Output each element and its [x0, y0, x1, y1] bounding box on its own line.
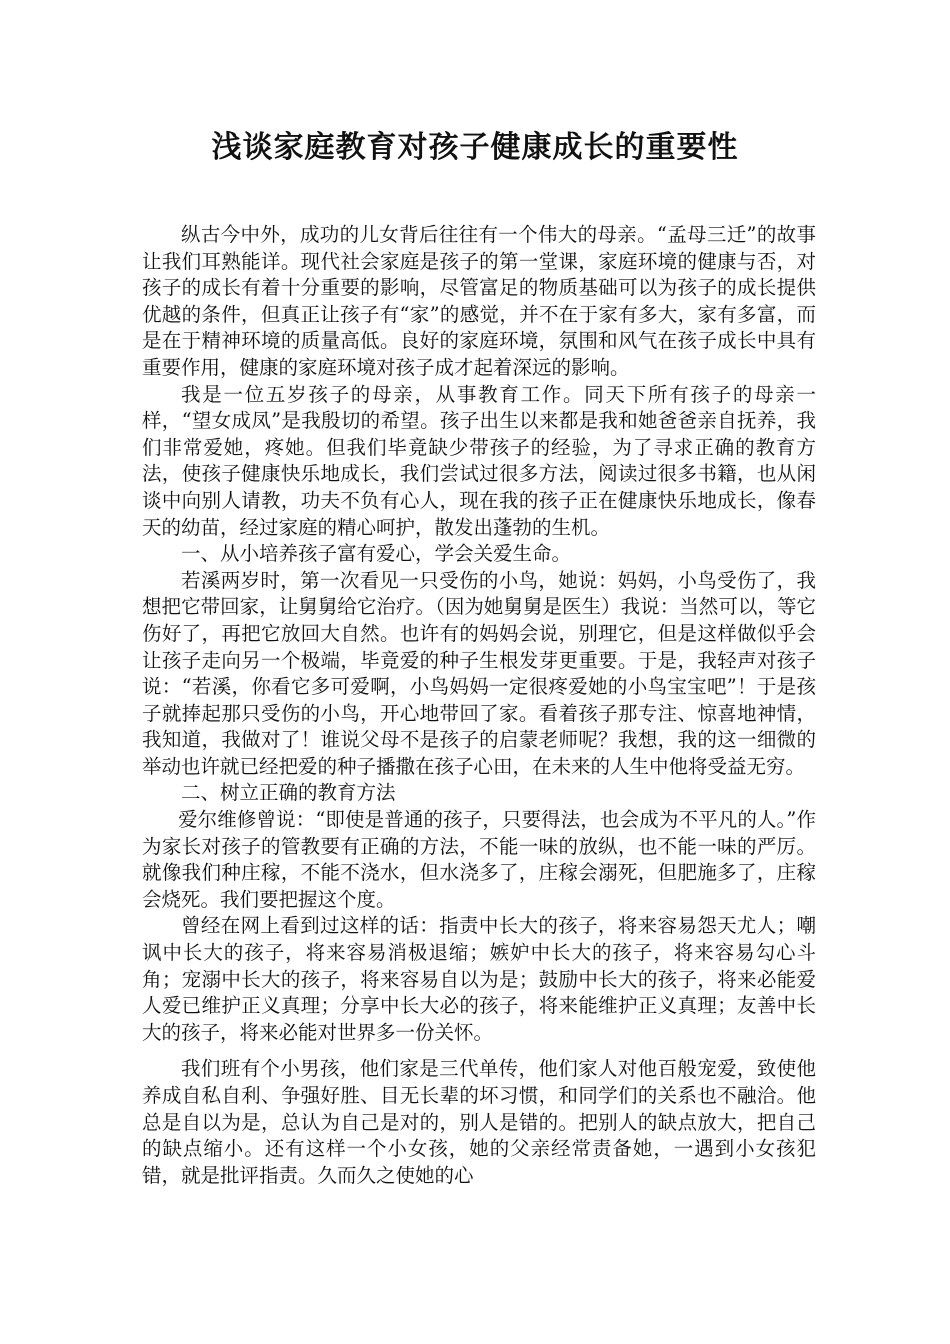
document-title: 浅谈家庭教育对孩子健康成长的重要性 [211, 130, 739, 165]
document-body [142, 222, 816, 1189]
paragraph-intro: 纵古今中外，成功的儿女背后往往有一个伟大的母亲。“孟母三迁”的故事让我们耳熟能详。现代社会家庭是孩子的第一堂课，家庭环境的健康与否，对孩子的成长有着十分重要的影响，尽管富足的物质基础可以为孩子的成长提供优越的条件，但真正让孩子有“家”的感觉，并不在于家有多大，家有多富，而是在于精神环境的质量高低。良好的家庭环境，氛围和风气在孩子成长中具有重要作用，健康的家庭环境对孩子成才起着深远的影响。 [142, 223, 816, 379]
section-heading-love: 一、从小培养孩子富有爱心，学会关爱生命。 [181, 542, 572, 566]
paragraph-class-examples: 我们班有个小男孩，他们家是三代单传，他们家人对他百般宠爱，致使他养成自私自利、争强好胜、目无长辈的坏习惯，和同学们的关系也不融洽。他总是自以为是，总认为自己是对的，别人是错的。把别人的缺点放大，把自己的缺点缩小。还有这样一个小女孩，她的父亲经常责备她，一遇到小女孩犯错，就是批评指责。久而久之使她的心 [142, 1057, 816, 1187]
paragraph-bird-story: 若溪两岁时，第一次看见一只受伤的小鸟，她说：妈妈，小鸟受伤了，我想把它带回家，让舅舅给它治疗。（因为她舅舅是医生）我说：当然可以，等它伤好了，再把它放回大自然。也许有的妈妈会说，别理它，但是这样做似乎会让孩子走向另一个极端，毕竟爱的种子生根发芽更重要。于是，我轻声对孩子说：“若溪，你看它多可爱啊，小鸟妈妈一定很疼爱她的小鸟宝宝吧”！于是孩子就捧起那只受伤的小鸟，开心地带回了家。看着孩子那专注、惊喜地神情，我知道，我做对了！谁说父母不是孩子的启蒙老师呢？我想，我的这一细微的举动也许就已经把爱的种子播撒在孩子心田，在未来的人生中他将受益无穷。 [142, 568, 816, 778]
paragraph-author-background: 我是一位五岁孩子的母亲，从事教育工作。同天下所有孩子的母亲一样，“望女成凤”是我殷切的希望。孩子出生以来都是我和她爸爸亲自抚养，我们非常爱她，疼她。但我们毕竟缺少带孩子的经验，为了寻求正确的教育方法，使孩子健康快乐地成长，我们尝试过很多方法，阅读过很多书籍，也从闲谈中向别人请教，功夫不负有心人，现在我的孩子正在健康快乐地成长，像春天的幼苗，经过家庭的精心呵护，散发出蓬勃的生机。 [142, 382, 816, 539]
paragraph-helvetius-quote: 爱尔维修曾说：“即使是普通的孩子，只要得法，也会成为不平凡的人。”作为家长对孩子的管教要有正确的方法，不能一味的放纵，也不能一味的严厉。就像我们种庄稼，不能不浇水，但水浇多了，庄稼会溺死，但肥施多了，庄稼会烧死。我们要把握这个度。 [142, 808, 816, 911]
section-heading-method: 二、树立正确的教育方法 [181, 781, 396, 805]
paragraph-upbringing-sayings: 曾经在网上看到过这样的话：指责中长大的孩子，将来容易怨天尤人；嘲讽中长大的孩子，将来容易消极退缩；嫉妒中长大的孩子，将来容易勾心斗角；宠溺中长大的孩子，将来容易自以为是；鼓励中长大的孩子，将来必能爱人爱已维护正义真理；分享中长大必的孩子，将来能维护正义真理；友善中长大的孩子，将来必能对世界多一份关怀。 [142, 914, 816, 1044]
